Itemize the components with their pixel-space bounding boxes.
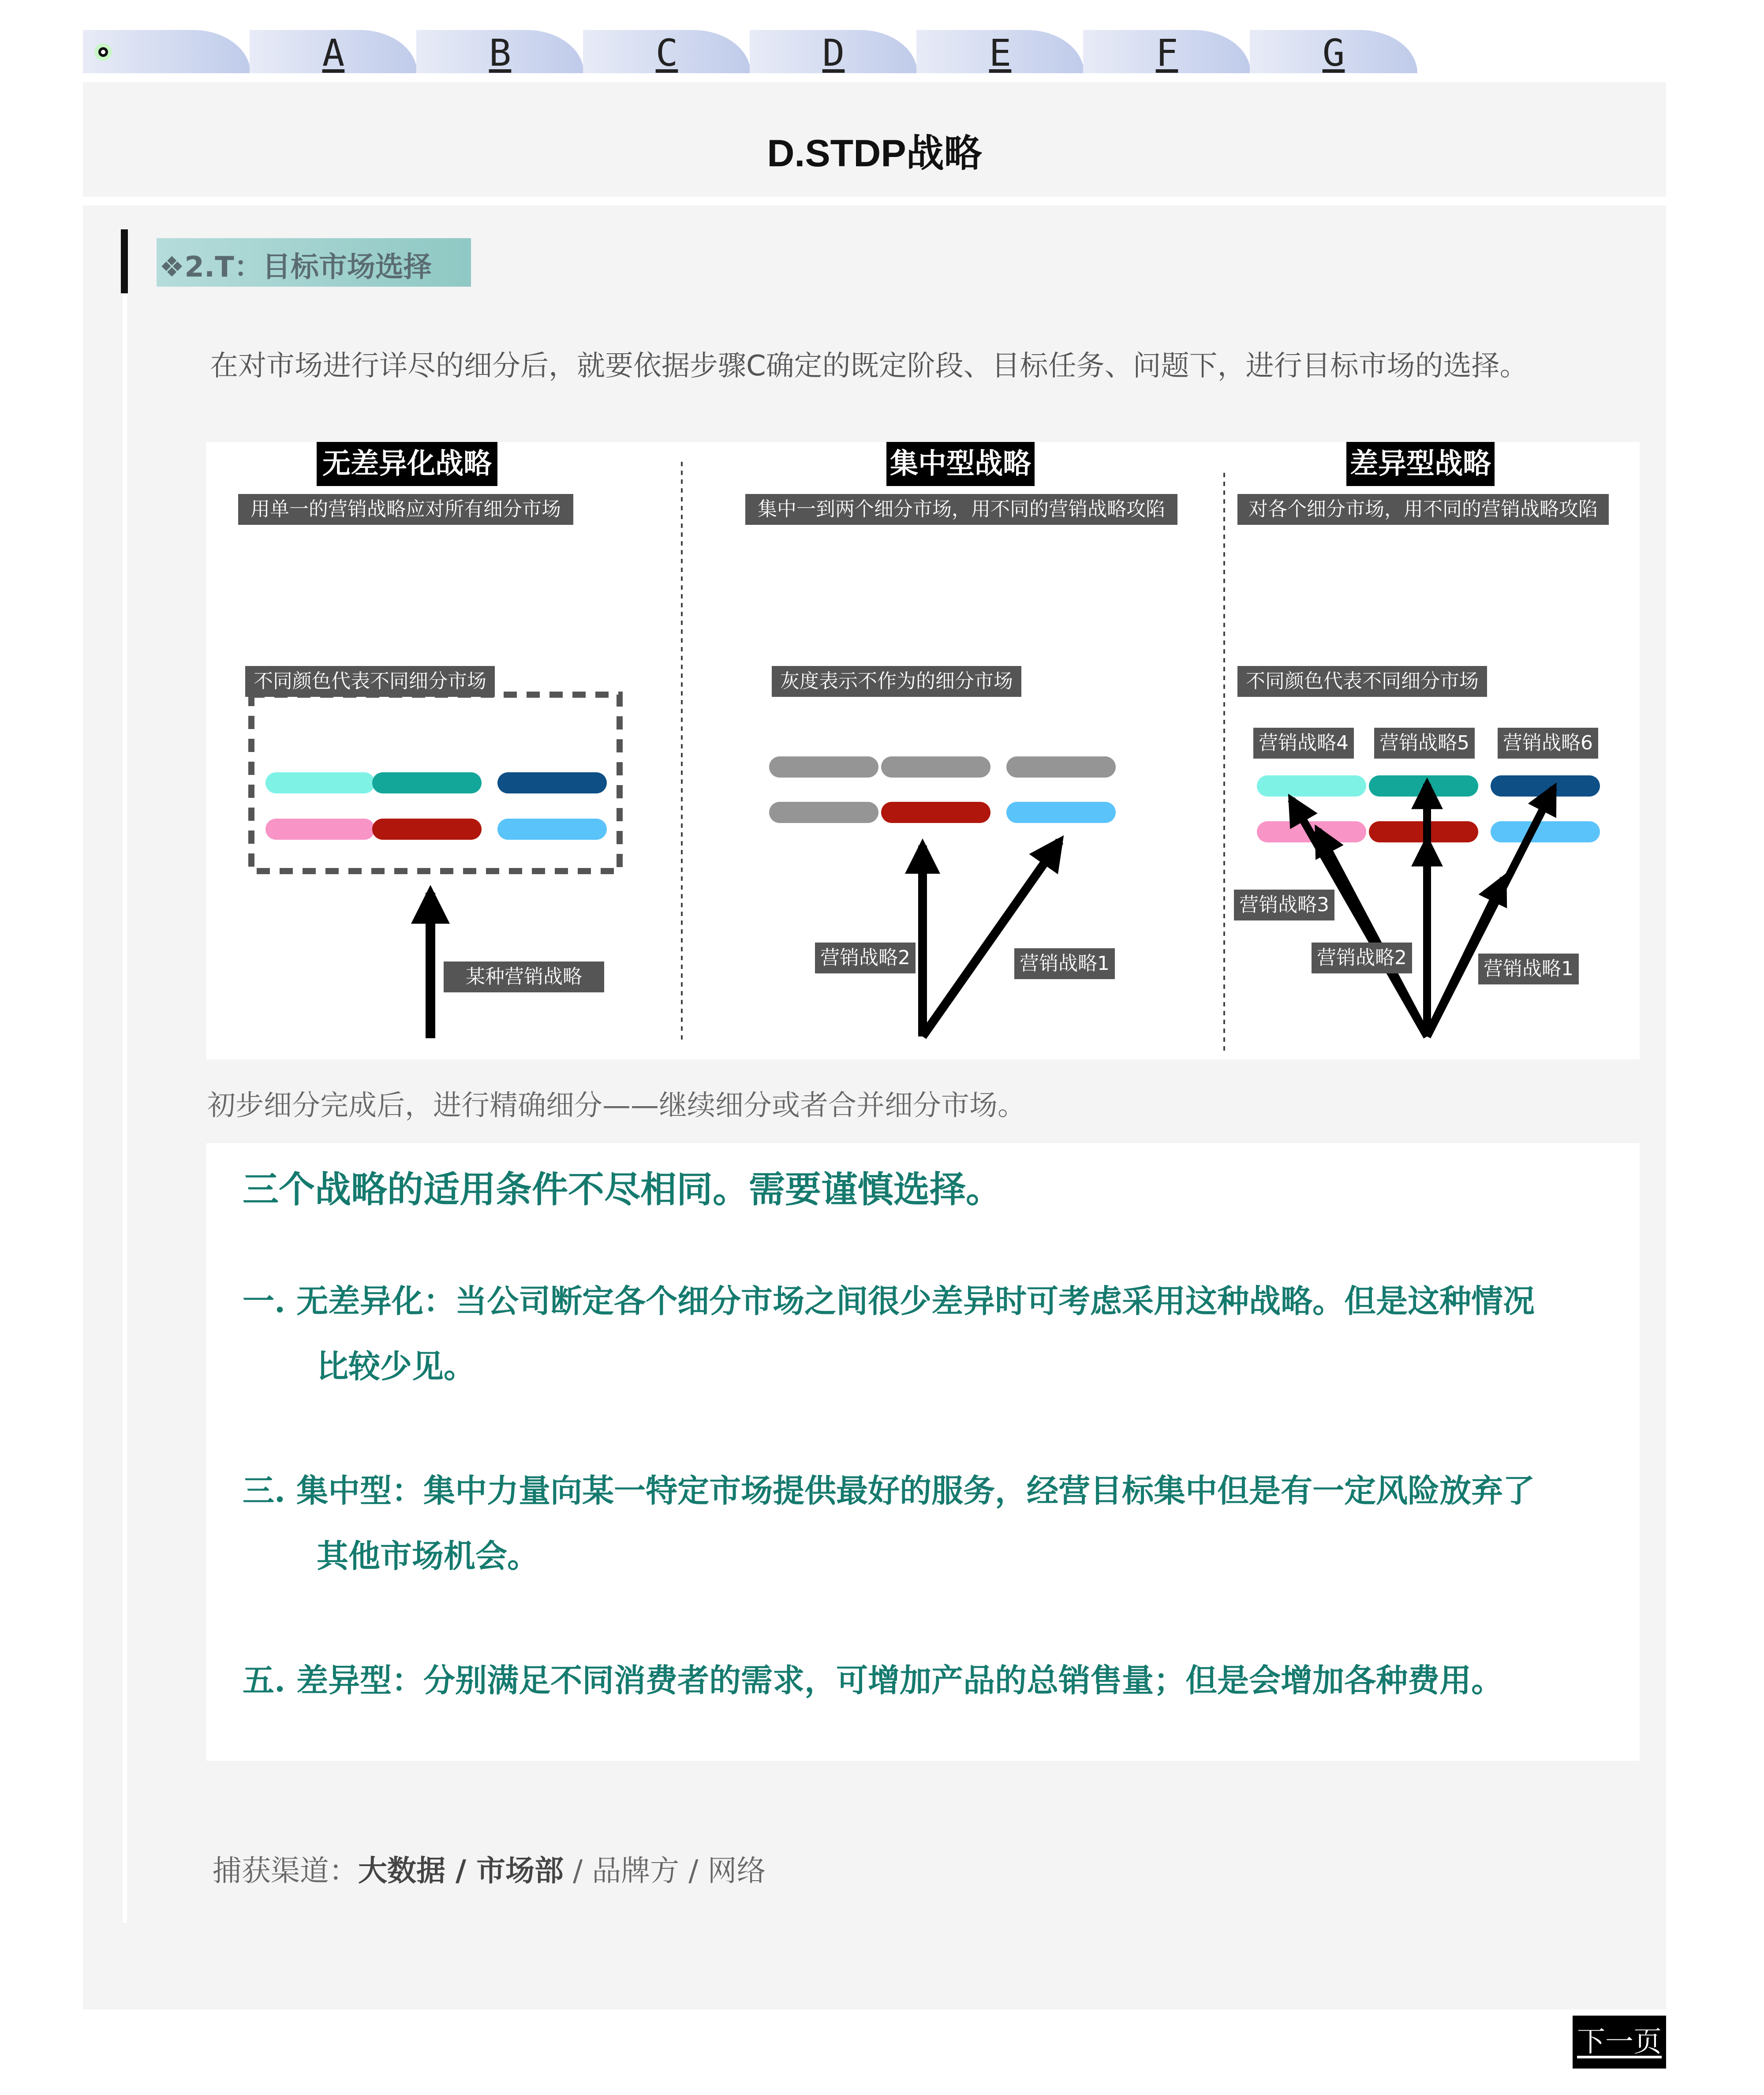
conclusion-item-line: 五. 差异型：分别满足不同消费者的需求，可增加产品的总销售量；但是会增加各种费用。 xyxy=(243,1661,1503,1699)
source-line xyxy=(213,1847,766,1889)
page-title: D.STDP战略 xyxy=(767,132,982,175)
column-title: 差异型战略 xyxy=(1346,442,1495,486)
column-title: 集中型战略 xyxy=(886,442,1035,486)
tab-label: C xyxy=(655,31,678,75)
tab-a[interactable] xyxy=(250,30,417,73)
strategy-label: 营销战略5 xyxy=(1374,728,1475,759)
source-rest: / 品牌方 / 网络 xyxy=(564,1854,766,1888)
header-panel xyxy=(83,82,1666,197)
segment-note: 不同颜色代表不同细分市场 xyxy=(245,666,495,697)
source-bigdata: 大数据 xyxy=(358,1854,445,1888)
segment-note: 不同颜色代表不同细分市场 xyxy=(1237,666,1487,697)
strategy-arrow xyxy=(923,841,1060,1036)
source-separator: / xyxy=(445,1854,477,1888)
segment-note: 灰度表示不作为的细分市场 xyxy=(772,666,1021,697)
tab-d[interactable] xyxy=(750,30,917,73)
strategy-label: 营销战略6 xyxy=(1498,728,1598,759)
conclusion-item-line: 其他市场机会。 xyxy=(317,1537,539,1575)
home-circle-icon xyxy=(94,43,112,61)
strategy-label: 某种营销战略 xyxy=(444,961,604,992)
intro-text: 在对市场进行详尽的细分后，就要依据步骤C确定的既定阶段、目标任务、问题下，进行目标市场的选择。 xyxy=(210,350,1528,382)
section-heading-text: ❖2.T：目标市场选择 xyxy=(159,251,432,284)
strategy-label: 营销战略3 xyxy=(1234,890,1334,920)
tab-e[interactable] xyxy=(916,30,1084,73)
strategy-diagram xyxy=(206,442,1640,1059)
conclusion-box xyxy=(206,1143,1640,1761)
strategy-arrow xyxy=(1318,830,1427,1036)
tab-label: F xyxy=(1155,31,1178,75)
strategy-label: 营销战略2 xyxy=(1312,943,1412,973)
tab-label: B xyxy=(489,31,512,75)
refinement-text: 初步细分完成后，进行精确细分——继续细分或者合并细分市场。 xyxy=(207,1089,1026,1122)
tab-label: G xyxy=(1322,31,1345,75)
source-market: 市场部 xyxy=(476,1854,564,1888)
strategy-label: 营销战略1 xyxy=(1014,948,1115,979)
section-marker-bar xyxy=(121,229,128,293)
strategy-label: 营销战略4 xyxy=(1253,728,1354,759)
next-page-button[interactable]: 下一页 xyxy=(1573,2016,1666,2069)
tab-g[interactable] xyxy=(1250,30,1417,73)
conclusion-item-line: 比较少见。 xyxy=(317,1347,476,1385)
tab-c[interactable] xyxy=(583,30,751,73)
column-subtitle: 对各个细分市场，用不同的营销战略攻陷 xyxy=(1237,494,1609,525)
tab-label: D xyxy=(822,31,845,75)
tab-label: A xyxy=(322,31,345,75)
tab-label: E xyxy=(989,31,1012,75)
tab-b[interactable] xyxy=(416,30,584,73)
conclusion-item-line: 一. 无差异化：当公司断定各个细分市场之间很少差异时可考虑采用这种战略。但是这种情况 xyxy=(243,1282,1535,1320)
section-rule xyxy=(123,293,127,1923)
source-prefix: 捕获渠道： xyxy=(213,1854,358,1888)
conclusion-item-line: 三. 集中型：集中力量向某一特定市场提供最好的服务，经营目标集中但是有一定风险放弃了 xyxy=(243,1472,1535,1509)
strategy-label: 营销战略1 xyxy=(1478,954,1579,984)
strategy-label: 营销战略2 xyxy=(815,943,916,973)
conclusion-heading: 三个战略的适用条件不尽相同。需要谨慎选择。 xyxy=(243,1168,1002,1211)
tab-f[interactable] xyxy=(1083,30,1251,73)
section-heading xyxy=(157,238,471,287)
column-title: 无差异化战略 xyxy=(317,442,497,486)
tab-home[interactable] xyxy=(83,30,250,73)
column-subtitle: 用单一的营销战略应对所有细分市场 xyxy=(238,494,573,525)
column-subtitle: 集中一到两个细分市场，用不同的营销战略攻陷 xyxy=(745,494,1177,525)
